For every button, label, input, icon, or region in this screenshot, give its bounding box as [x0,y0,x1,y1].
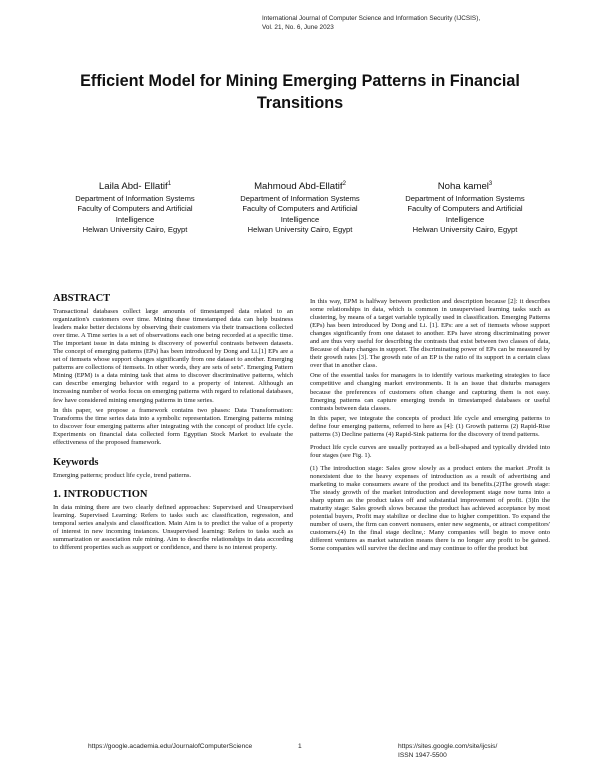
author-faculty: Faculty of Computers and Artificial [242,204,358,214]
footer-left-link[interactable]: https://google.academia.edu/JournalofComputerScience [88,743,253,750]
title-line-2: Transitions [256,94,344,112]
abstract-heading: ABSTRACT [53,293,111,304]
author-name: Mahmoud Abd-Ellatif [254,181,343,193]
body-paragraph-1: In this way, EPM is halfway between prediction and description because [2]: it describes some relationships in data, which is common in unsupervised learning tasks such as clustering, by means of a target variable typically used in classification. Emerging Patterns (EPs) has been introduced by Dong and Li. [1]. EPs: are a set of itemsets whose support changes significantly from one dataset to another. EPs have strong discriminating power and are thus very useful for describing the contrasts that exist between two classes of data, Because of sharp changes in support. The discriminating power of EPs can be measured by their growth rates [3]. The growth rate of an EP is the ratio of its support in a certain class over that in another class. [310,298,550,370]
body-paragraph-4: Product life cycle curves are usually portrayed as a bell-shaped and typically divided into four stages (see Fig. 1). [310,443,550,459]
journal-header [262,14,562,32]
abstract-paragraph-2: In this paper, we propose a framework contains two phases: Data Transformation: Transforms the time series data into a symbolic representation. Emerging patterns mining to discover four emerging patterns after integrating with the concept of product life cycle. Experiments on financial data collected form Egyptian Stock Market to evaluate the effectiveness of the proposed framework. [53,406,293,446]
author-sup: 2 [342,181,346,187]
author-1 [45,178,225,235]
author-faculty-2: Intelligence [115,214,155,224]
author-faculty: Faculty of Computers and Artificial [407,204,523,214]
keywords-text: Emerging patterns; product life cycle, trend patterns. [53,471,192,479]
author-univ: Helwan University Cairo, Egypt [82,224,188,234]
author-dept: Department of Information Systems [405,194,525,204]
body-paragraph-5: (1) The introduction stage: Sales grow slowly as a product enters the market .Profit is nonexistent due to the heavy expenses of introduction as a result of advertising and marketing to make consumers aware of the product and its benefits.(2)The growth stage: The steady growth of the market introduction and development stage now turns into a sharp upturn as the product takes off and substantial improvement of profit. (3)In the maturity stage: Sales growth slows because the product has achieved acceptance by most potential buyers, Profit may stabilize or decline due to higher competition. To expand the number of users, the firm can convert nonusers, enter new segments, or attract competitors' customers.(4) In the final stage decline,: Many companies will begin to move onto different ventures as market saturation means there is no longer any profit to be gained. Some companies will survive the decline and may continue to offer the product but [310,464,550,553]
author-dept: Department of Information Systems [75,194,195,204]
footer-right-link[interactable]: https://sites.google.com/site/ijcsis/ [398,743,498,750]
paper-title [40,70,560,114]
right-column [310,298,550,555]
journal-volume: Vol. 21, No. 6, June 2023 [262,24,334,31]
footer-right [398,742,497,760]
author-name: Noha kamel [437,181,489,193]
author-faculty-2: Intelligence [280,214,320,224]
author-2 [210,178,390,235]
journal-name: International Journal of Computer Science and Information Security (IJCSIS), [262,15,481,22]
author-dept: Department of Information Systems [240,194,360,204]
keywords-heading: Keywords [53,456,99,468]
left-column [53,293,293,554]
body-paragraph-3: In this paper, we integrate the concepts of product life cycle and emerging patterns to define four emerging patterns, referred to here as [4]: (1) Growth patterns (2) Rapid-Rise patterns (3) Decline patterns (4) Rapid-Sink patterns for the discovery of trend patterns. [310,414,550,438]
introduction-heading: 1. INTRODUCTION [53,488,148,500]
author-faculty-2: Intelligence [445,214,485,224]
author-faculty: Faculty of Computers and Artificial [77,204,193,214]
issn: ISSN 1947-5500 [398,752,447,759]
abstract-paragraph-1: Transactional databases collect large amounts of timestamped data related to an organization's customers over time. Mining these timestamped data can help business leaders make better decisions by observing their customers via their transactions collected over time. A Time series is a set of observations each one being recorded at a specific time. The important issue in data mining is discovery of powerful contrasts between datasets. The concept of emerging patterns (EPs) has been introduced by Dong and Li.[1] EPs are a set of itemsets whose support changes significantly from one dataset to another. Emerging patterns are collections of itemsets. In other words, they are sets of sets". Emerging Pattern Mining (EPM) is a data mining task that aims to discover discriminative patterns, which can describe emerging behavior with regard to a property of interest. Although an increasing number of works focus on emerging patterns with regard to relational databases, few have considered mining emerging patterns in time series. [53,308,293,404]
author-3 [375,178,555,235]
title-line-1: Efficient Model for Mining Emerging Patterns in Financial [80,72,520,90]
author-sup: 3 [488,181,493,187]
author-univ: Helwan University Cairo, Egypt [412,224,518,234]
page-number: 1 [298,743,302,750]
introduction-paragraph: In data mining there are two clearly defined approaches: Supervised and Unsupervised learning. Supervised Learning: Refers to tasks such as: classification, regression, and temporal series analysis and classification. Main Aim is to predict the value of a property of interest in new incoming instances. Unsupervised learning: Refers to tasks such as summarization or association rule mining. Aim to describe relationships in data according to different properties such as support or confidence, and there is no interest property. [53,503,293,552]
author-name: Laila Abd- Ellatif [98,181,168,193]
author-univ: Helwan University Cairo, Egypt [247,224,353,234]
author-sup: 1 [167,181,172,187]
body-paragraph-2: One of the essential tasks for managers is to identify various marketing strategies to face competitive and changing market environments. It is an issue that disturbs managers because the preferences of customers often change and capturing them is not easy. Emerging patterns can capture emerging trends in timestamped databases or useful contrasts between data classes. [310,372,550,412]
